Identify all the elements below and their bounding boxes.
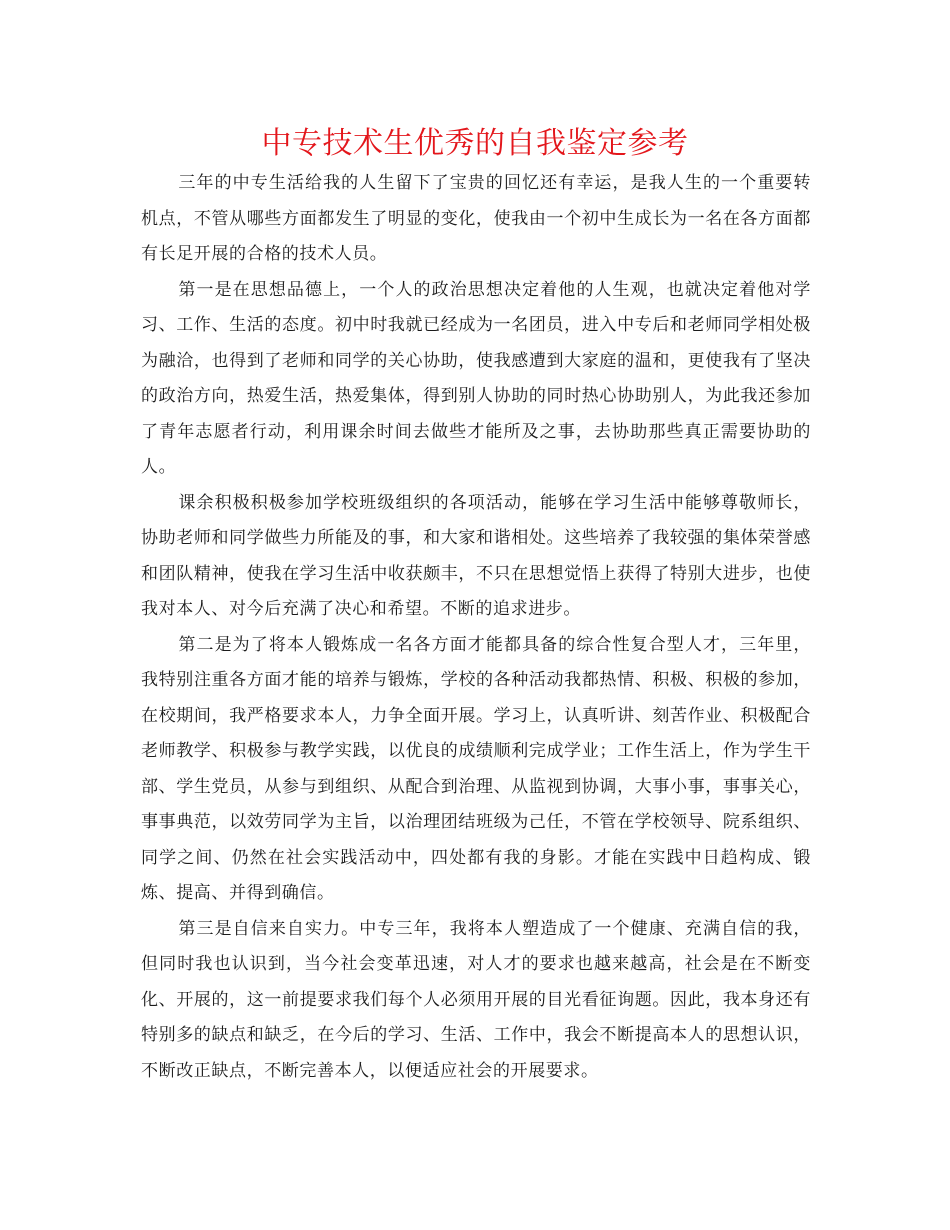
paragraph-4: 第二是为了将本人锻炼成一名各方面才能都具备的综合性复合型人才，三年里，我特别注重各方面才能的培养与锻炼，学校的各种活动我都热情、积极、积极的参加，在校期间，我严格要求本人，力争全面开展。学习上，认真听讲、刻苦作业、积极配合老师教学、积极参与教学实践，以优良的成绩顺利完成学业；工作生活上，作为学生干部、学生党员，从参与到组织、从配合到治理、从监视到协调，大事小事，事事关心，事事典范，以效劳同学为主旨，以治理团结班级为己任，不管在学校领导、院系组织、同学之间、仍然在社会实践活动中，四处都有我的身影。才能在实践中日趋构成、锻炼、提高、并得到确信。	[141, 634, 811, 903]
document-body	[141, 166, 811, 1089]
document-title: 中专技术生优秀的自我鉴定参考	[261, 126, 689, 161]
paragraph-1: 三年的中专生活给我的人生留下了宝贵的回忆还有幸运，是我人生的一个重要转机点，不管从哪些方面都发生了明显的变化，使我由一个初中生成长为一名在各方面都有长足开展的合格的技术人员。	[141, 173, 811, 264]
paragraph-2: 第一是在思想品德上，一个人的政治思想决定着他的人生观，也就决定着他对学习、工作、生活的态度。初中时我就已经成为一名团员，进入中专后和老师同学相处极为融洽，也得到了老师和同学的关心协助，使我感遭到大家庭的温和，更使我有了坚决的政治方向，热爱生活，热爱集体，得到别人协助的同时热心协助别人，为此我还参加了青年志愿者行动，利用课余时间去做些才能所及之事，去协助那些真正需要协助的人。	[141, 279, 811, 477]
paragraph-5: 第三是自信来自实力。中专三年，我将本人塑造成了一个健康、充满自信的我，但同时我也认识到，当今社会变革迅速，对人才的要求也越来越高，社会是在不断变化、开展的，这一前提要求我们每个人必须用开展的目光看征询题。因此，我本身还有特别多的缺点和缺乏，在今后的学习、生活、工作中，我会不断提高本人的思想认识，不断改正缺点，不断完善本人，以便适应社会的开展要求。	[141, 918, 811, 1081]
paragraph-3: 课余积极积极参加学校班级组织的各项活动，能够在学习生活中能够尊敬师长，协助老师和同学做些力所能及的事，和大家和谐相处。这些培养了我较强的集体荣誉感和团队精神，使我在学习生活中收获颇丰，不只在思想觉悟上获得了特别大进步，也使我对本人、对今后充满了决心和希望。不断的追求进步。	[141, 492, 811, 619]
